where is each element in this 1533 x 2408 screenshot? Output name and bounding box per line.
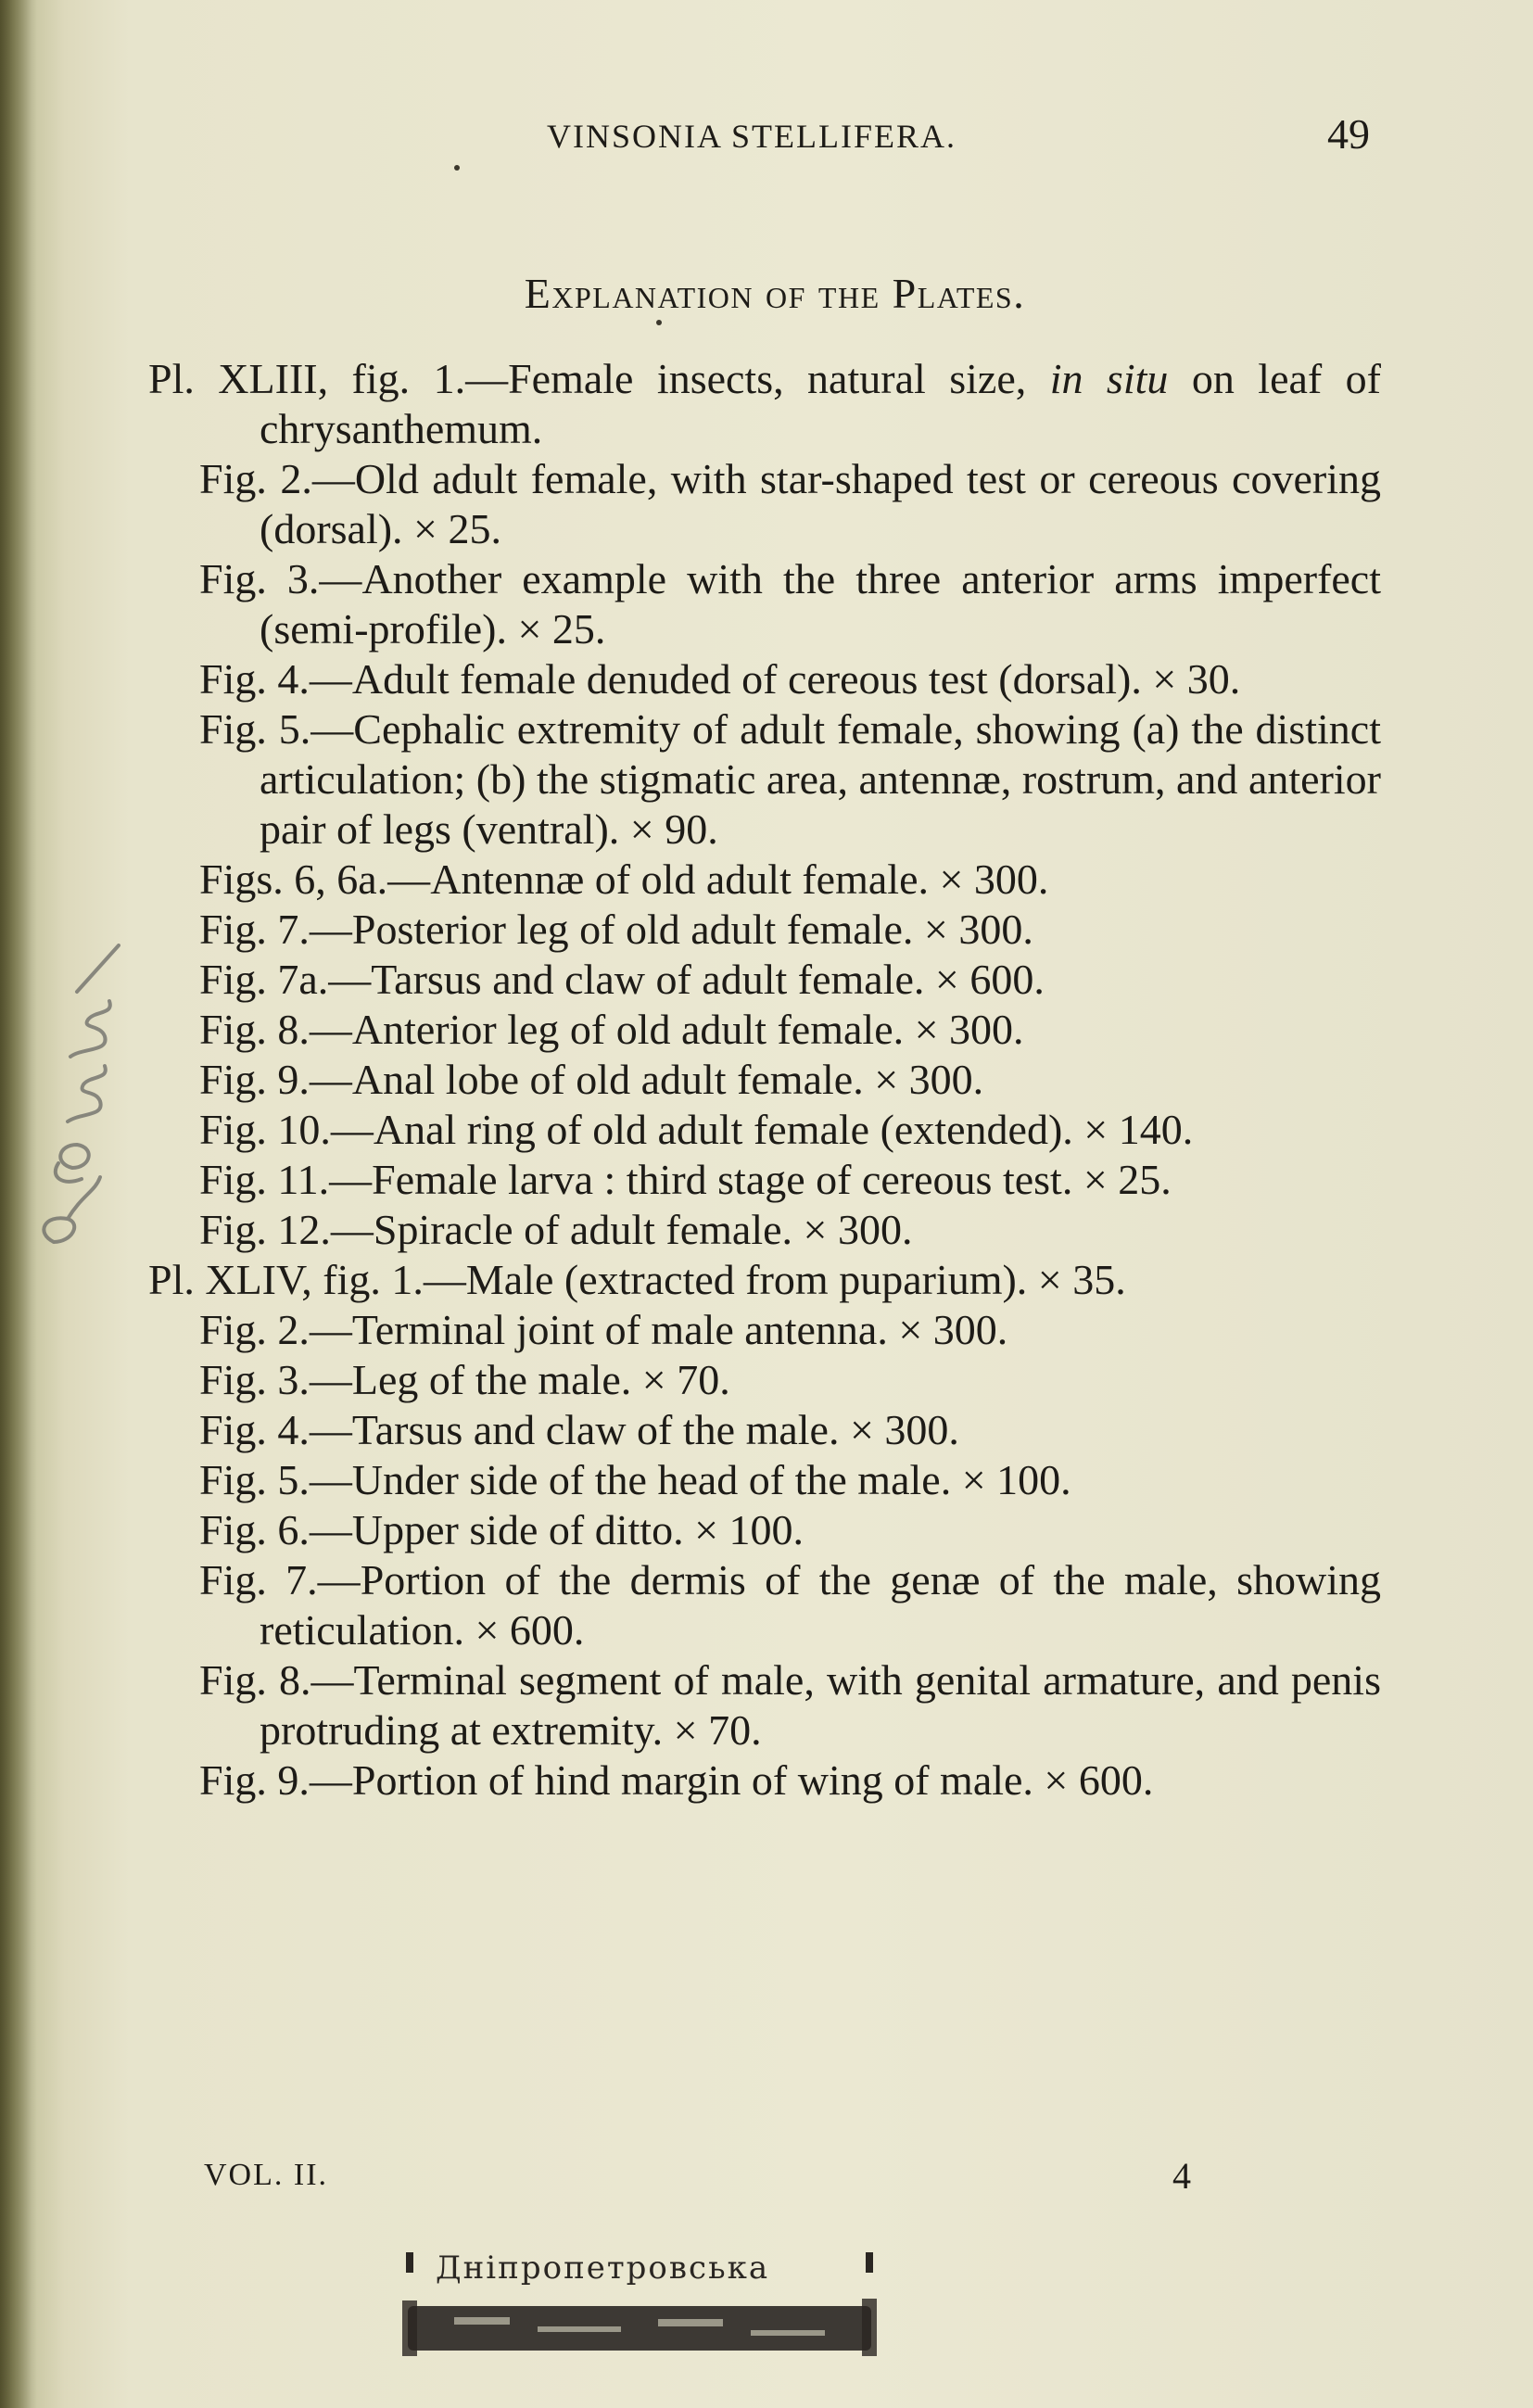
entry-rest: on leaf of chrysanthemum. xyxy=(260,355,1381,452)
entry-text: Adult female denuded of cereous test (dorsal). × 30. xyxy=(351,655,1241,703)
entry-lead: Fig. 8.— xyxy=(199,1006,352,1053)
entry-text: Female larva : third stage of cereous test. × 25. xyxy=(372,1156,1172,1203)
entry-text: Cephalic extremity of adult female, showing (a) the distinct articulation; (b) the stigmatic area, antennæ, rostrum, and anterior pair of legs (ventral). × 90. xyxy=(260,705,1381,853)
entry-text: Terminal joint of male antenna. × 300. xyxy=(351,1306,1008,1353)
entry-lead: Fig. 9.— xyxy=(199,1756,352,1804)
entry-text: Under side of the head of the male. × 100. xyxy=(351,1456,1071,1503)
entry-pl43-fig1 xyxy=(148,354,1381,454)
entry-text: Portion of hind margin of wing of male. × 600. xyxy=(351,1756,1154,1804)
entry-lead: Fig. 12.— xyxy=(199,1206,374,1253)
speck xyxy=(454,165,460,171)
entry-italic: in situ xyxy=(1049,355,1169,402)
entry-lead: Fig. 3.— xyxy=(199,555,362,602)
entry-text: Male (extracted from puparium). × 35. xyxy=(465,1256,1126,1303)
entry-pl43-fig10 xyxy=(148,1105,1381,1155)
entry-text: Female insects, natural size, xyxy=(508,355,1050,402)
entry-pl44-fig2 xyxy=(148,1305,1381,1355)
entry-lead: Fig. 8.— xyxy=(199,1656,354,1704)
entry-lead: Fig. 7.— xyxy=(199,906,352,953)
entry-text: Another example with the three anterior arms imperfect (semi-profile). × 25. xyxy=(260,555,1381,653)
entry-lead: Fig. 10.— xyxy=(199,1106,374,1153)
entry-lead: Fig. 7.— xyxy=(199,1556,361,1603)
handwritten-margin-note xyxy=(17,936,146,1251)
library-stamp xyxy=(399,2234,881,2364)
entry-pl44-fig3 xyxy=(148,1355,1381,1405)
entry-pl43-fig6 xyxy=(148,855,1381,905)
entry-pl44-fig8 xyxy=(148,1655,1381,1755)
entry-lead: Fig. 9.— xyxy=(199,1056,352,1103)
entry-text: Spiracle of adult female. × 300. xyxy=(373,1206,913,1253)
entry-lead: Fig. 3.— xyxy=(199,1356,352,1403)
entry-text: Terminal segment of male, with genital armature, and penis protruding at extremity. × 70. xyxy=(260,1656,1381,1754)
entry-lead: Fig. 4.— xyxy=(199,655,352,703)
entry-pl43-fig11 xyxy=(148,1155,1381,1205)
page-footer xyxy=(0,2155,1533,2213)
entry-pl44-fig4 xyxy=(148,1405,1381,1455)
entry-pl44-fig5 xyxy=(148,1455,1381,1505)
svg-text:Дніпропетровська: Дніпропетровська xyxy=(436,2250,770,2287)
running-title: VINSONIA STELLIFERA. xyxy=(547,118,957,155)
plate-explanations xyxy=(148,354,1381,1806)
entry-pl44-fig7 xyxy=(148,1555,1381,1655)
entry-text: Antennæ of old adult female. × 300. xyxy=(430,855,1049,903)
entry-text: Upper side of ditto. × 100. xyxy=(351,1506,805,1553)
entry-text: Tarsus and claw of adult female. × 600. xyxy=(371,956,1045,1003)
entry-pl43-fig8 xyxy=(148,1005,1381,1055)
entry-pl43-fig7a xyxy=(148,955,1381,1005)
entry-pl44-fig6 xyxy=(148,1505,1381,1555)
section-title: Explanation of the Plates. xyxy=(524,270,1026,317)
entry-pl43-fig9 xyxy=(148,1055,1381,1105)
signature-mark: 4 xyxy=(1172,2155,1191,2197)
entry-pl43-fig5 xyxy=(148,704,1381,855)
entry-text: Portion of the dermis of the genæ of the male, showing reticulation. × 600. xyxy=(260,1556,1381,1654)
page-number: 49 xyxy=(1327,110,1370,158)
entry-lead: Pl. XLIII, fig. 1.— xyxy=(148,355,509,402)
entry-text: Old adult female, with star-shaped test or cereous covering (dorsal). × 25. xyxy=(260,455,1381,552)
entry-lead: Fig. 5.— xyxy=(199,705,354,753)
entry-lead: Fig. 4.— xyxy=(199,1406,352,1453)
entry-pl43-fig3 xyxy=(148,554,1381,654)
entry-text: Anterior leg of old adult female. × 300. xyxy=(351,1006,1024,1053)
entry-text: Leg of the male. × 70. xyxy=(351,1356,730,1403)
entry-text: Posterior leg of old adult female. × 300. xyxy=(351,906,1033,953)
entry-lead: Fig. 2.— xyxy=(199,1306,352,1353)
entry-lead: Pl. XLIV, fig. 1.— xyxy=(148,1256,466,1303)
entry-pl43-fig7 xyxy=(148,905,1381,955)
entry-lead: Fig. 5.— xyxy=(199,1456,352,1503)
running-head xyxy=(0,109,1533,165)
entry-lead: Fig. 11.— xyxy=(199,1156,373,1203)
entry-lead: Fig. 7a.— xyxy=(199,956,372,1003)
entry-pl44-fig1 xyxy=(148,1255,1381,1305)
speck xyxy=(656,320,662,325)
volume-mark: VOL. II. xyxy=(204,2158,329,2192)
entry-pl44-fig9 xyxy=(148,1755,1381,1806)
entry-lead: Fig. 2.— xyxy=(199,455,355,502)
entry-lead: Figs. 6, 6a.— xyxy=(199,855,431,903)
entry-text: Tarsus and claw of the male. × 300. xyxy=(351,1406,959,1453)
entry-text: Anal lobe of old adult female. × 300. xyxy=(351,1056,984,1103)
entry-pl43-fig4 xyxy=(148,654,1381,704)
entry-lead: Fig. 6.— xyxy=(199,1506,352,1553)
entry-pl43-fig2 xyxy=(148,454,1381,554)
entry-text: Anal ring of old adult female (extended). × 140. xyxy=(373,1106,1194,1153)
entry-pl43-fig12 xyxy=(148,1205,1381,1255)
